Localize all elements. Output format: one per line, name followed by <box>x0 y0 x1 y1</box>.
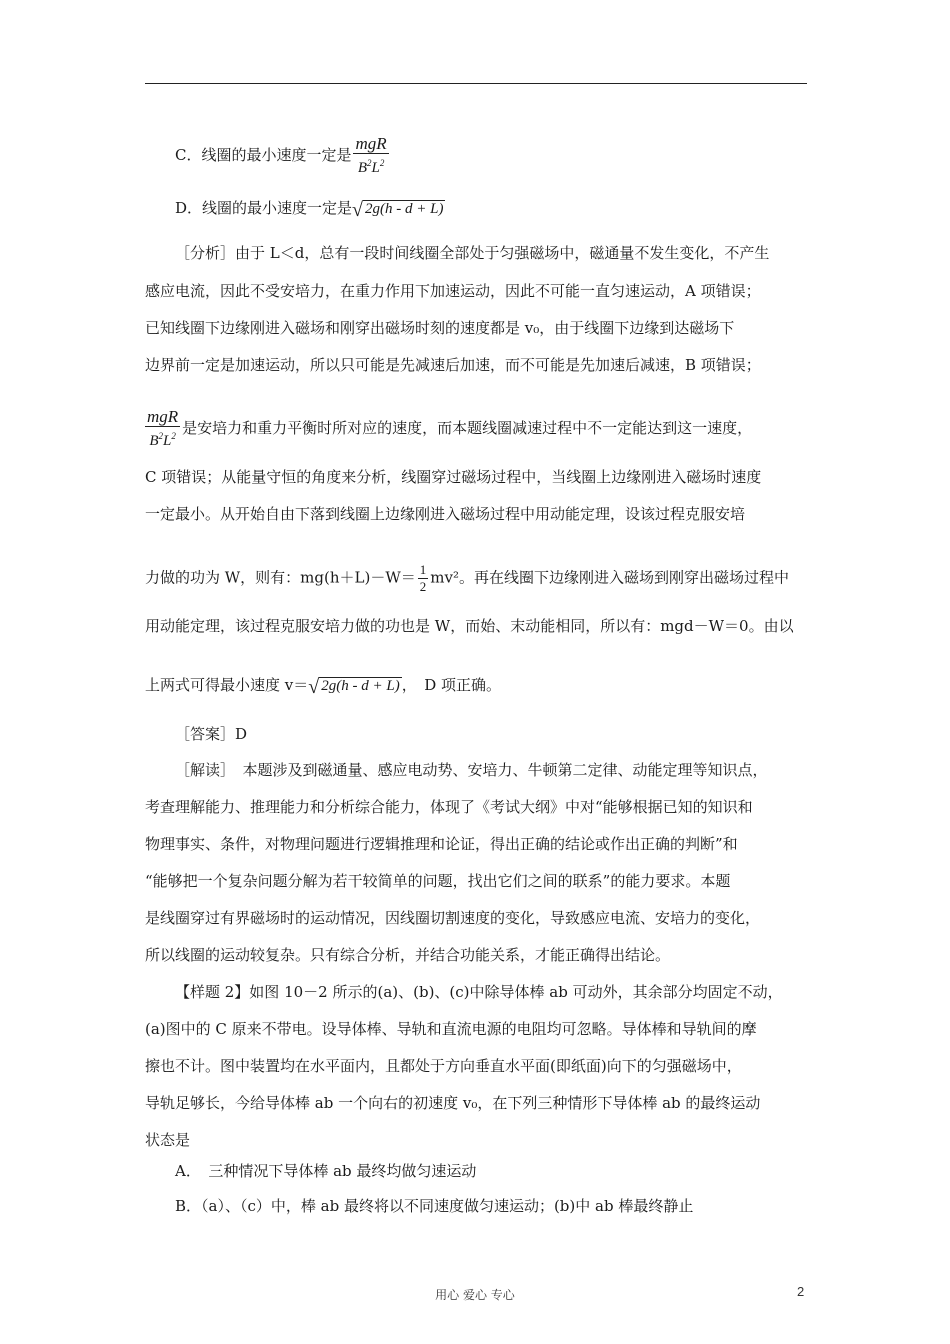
analysis-fraction: $\frac{\text{mgR}}{B^2L^2}$ <box>147 407 179 449</box>
analysis-line-10: 上两式可得最小速度 v＝√ 2g(h - d + L) ， D 项正确。 <box>145 675 501 698</box>
fraction-numerator: mgR <box>355 134 387 153</box>
option-c-text: C．线圈的最小速度一定是 <box>175 146 352 164</box>
analysis-line-3: 已知线圈下边缘刚进入磁场和刚穿出磁场时刻的速度都是 v₀，由于线圈下边缘到达磁场下 <box>145 319 735 337</box>
interpretation-line-3: 物理事实、条件，对物理问题进行逻辑推理和论证，得出正确的结论或作出正确的判断”和 <box>145 835 738 853</box>
sample-2-line-1: 【样题 2】如图 10－2 所示的(a)、(b)、(c)中除导体棒 ab 可动外，其余部分均固定不动， <box>175 983 783 1001</box>
analysis-line-4: 边界前一定是加速运动，所以只可能是先减速后加速，而不可能是先加速后减速，B 项错误； <box>145 356 761 374</box>
analysis-line-7: 一定最小。从开始自由下落到线圈上边缘刚进入磁场过程中用动能定理，设该过程克服安培 <box>145 505 746 523</box>
interpretation-line-5: 是线圈穿过有界磁场时的运动情况，因线圈切割速度的变化，导致感应电流、安培力的变化， <box>145 909 761 927</box>
fraction-denominator: $B^2L^2$ <box>353 153 388 177</box>
option-b: B．（a）、（c）中，棒 ab 最终将以不同速度做匀速运动；(b)中 ab 棒最终静止 <box>175 1197 694 1215</box>
analysis-line-5: $\frac{\text{mgR}}{B^2L^2}$ 是安培力和重力平衡时所对应的速度，而本题线圈减速过程中不一定能达到这一速度， <box>147 407 753 449</box>
option-c <box>175 135 391 177</box>
option-a: A． 三种情况下导体棒 ab 最终均做匀速运动 <box>175 1162 477 1180</box>
interpretation-line-2: 考查理解能力、推理能力和分析综合能力，体现了《考试大纲》中对“能够根据已知的知识和 <box>145 798 753 816</box>
sample-2-line-3: 擦也不计。图中装置均在水平面内，且都处于方向垂直水平面(即纸面)向下的匀强磁场中， <box>145 1057 742 1075</box>
option-d <box>175 198 445 220</box>
sample-2-line-4: 导轨足够长，今给导体棒 ab 一个向右的初速度 v₀，在下列三种情形下导体棒 ab 的最终运动 <box>145 1094 761 1112</box>
analysis-line-8: 力做的功为 W，则有：mg(h＋L)－W＝ $\frac{1}{2}$ mv²。再在线圈下边缘刚进入磁场到刚穿出磁场过程中 <box>145 562 789 594</box>
header-rule <box>145 83 807 84</box>
analysis-line-9: 用动能定理，该过程克服安培力做的功也是 W，而始、末动能相同，所以有：mgd－W＝0。由以 <box>145 617 794 635</box>
answer-line: ［答案］D <box>175 725 248 743</box>
option-d-sqrt: √ 2g(h - d + L) <box>352 198 444 221</box>
analysis-line-1: ［分析］由于 L＜d，总有一段时间线圈全部处于匀强磁场中，磁通量不发生变化，不产生 <box>175 244 770 262</box>
interpretation-line-4: “能够把一个复杂问题分解为若干较简单的问题，找出它们之间的联系”的能力要求。本题 <box>145 872 731 890</box>
sample-2-line-2: (a)图中的 C 原来不带电。设导体棒、导轨和直流电源的电阻均可忽略。导体棒和导轨间的摩 <box>145 1020 757 1038</box>
interpretation-line-6: 所以线圈的运动较复杂。只有综合分析，并结合功能关系，才能正确得出结论。 <box>145 946 671 964</box>
option-d-text: D．线圈的最小速度一定是 <box>175 199 353 217</box>
half-fraction: $\frac{1}{2}$ <box>419 562 427 594</box>
sample-2-line-5: 状态是 <box>145 1131 191 1149</box>
option-c-fraction <box>353 135 388 177</box>
page-number: 2 <box>797 1284 805 1299</box>
analysis-line-6: C 项错误；从能量守恒的角度来分析，线圈穿过磁场过程中，当线圈上边缘刚进入磁场时速度 <box>145 468 762 486</box>
interpretation-line-1: ［解读］ 本题涉及到磁通量、感应电动势、安培力、牛顿第二定律、动能定理等知识点， <box>175 761 768 779</box>
analysis-line-2: 感应电流，因此不受安培力，在重力作用下加速运动，因此不可能一直匀速运动，A 项错误； <box>145 282 761 300</box>
footer-slogan: 用心 爱心 专心 <box>435 1288 515 1302</box>
result-sqrt: √ 2g(h - d + L) <box>308 675 400 698</box>
